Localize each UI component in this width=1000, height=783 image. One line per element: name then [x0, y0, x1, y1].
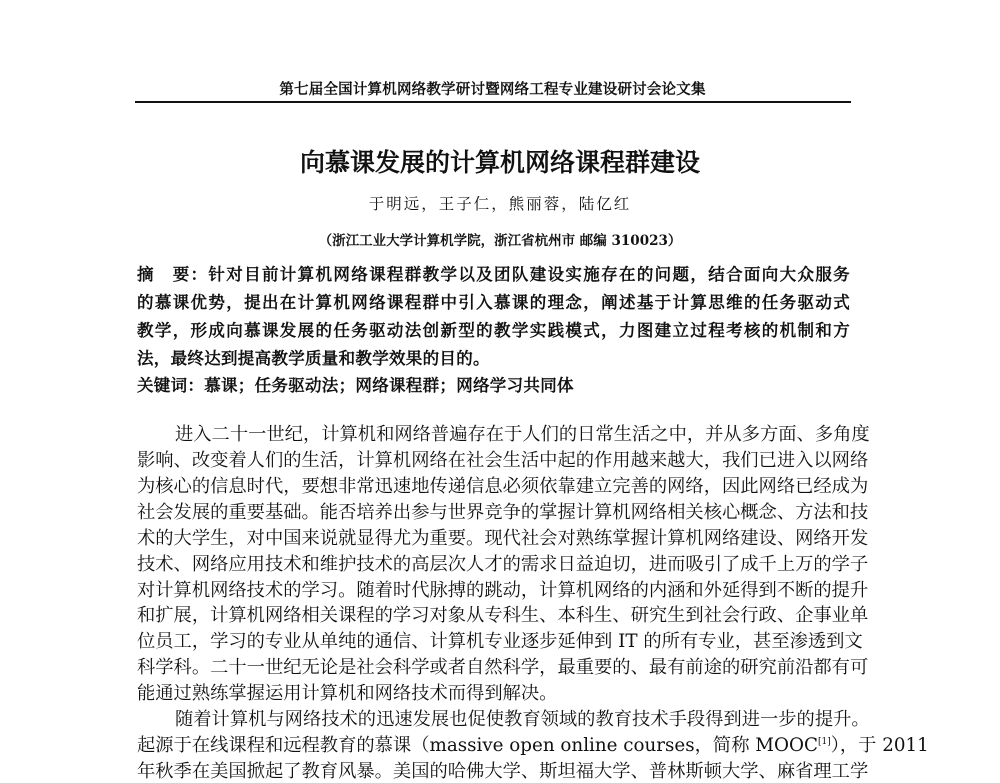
- body-line: 科学科。二十一世纪无论是社会科学或者自然科学，最重要的、最有前途的研究前沿都有可: [137, 657, 869, 678]
- authors: 于明远，王子仁，熊丽蓉，陆亿红: [368, 195, 632, 213]
- body-line: 进入二十一世纪，计算机和网络普遍存在于人们的日常生活之中，并从多方面、多角度: [175, 424, 870, 445]
- body-line: 为核心的信息时代，要想非常迅速地传递信息必须依靠建立完善的网络，因此网络已经成为: [137, 476, 869, 497]
- body-line: 对计算机网络技术的学习。随着时代脉搏的跳动，计算机网络的内涵和外延得到不断的提升: [137, 580, 869, 601]
- abstract-line: 法，最终达到提高教学质量和教学效果的目的。: [137, 349, 490, 368]
- abstract-line: 教学，形成向慕课发展的任务驱动法创新型的教学实践模式，力图建立过程考核的机制和方: [137, 321, 850, 340]
- keywords-text: 慕课；任务驱动法；网络课程群；网络学习共同体: [204, 376, 574, 395]
- abstract-line: 的慕课优势，提出在计算机网络课程群中引入慕课的理念，阐述基于计算思维的任务驱动式: [137, 293, 850, 312]
- body-line: 位员工，学习的专业从单纯的通信、计算机专业逐步延伸到 IT 的所有专业，甚至渗透到文: [137, 631, 863, 652]
- body-line: 和扩展，计算机网络相关课程的学习对象从专科生、本科生、研究生到社会行政、企事业单: [137, 605, 869, 626]
- header-rule: [135, 101, 851, 103]
- abstract-line: [137, 261, 850, 285]
- body-line: [137, 731, 929, 757]
- body-line: 能通过熟练掌握运用计算机和网络技术而得到解决。: [137, 683, 558, 704]
- paper-title: 向慕课发展的计算机网络课程群建设: [299, 148, 700, 177]
- abstract-text: 针对目前计算机网络课程群教学以及团队建设实施存在的问题，结合面向大众服务: [208, 265, 850, 284]
- body-line: 影响、改变着人们的生活，计算机网络在社会生活中起的作用越来越大，我们已进入以网络: [137, 450, 869, 471]
- body-line: 术的大学生，对中国来说就显得尤为重要。现代社会对熟练掌握计算机网络建设、网络开发: [137, 528, 869, 549]
- keywords-line: [137, 372, 850, 396]
- body-line: 社会发展的重要基础。能否培养出参与世界竞争的掌握计算机网络相关核心概念、方法和技: [137, 502, 869, 523]
- body-line: 随着计算机与网络技术的迅速发展也促使教育领域的教育技术手段得到进一步的提升。: [175, 709, 870, 730]
- affiliation: （浙江工业大学计算机学院，浙江省杭州市 邮编 310023）: [318, 233, 682, 249]
- running-header: 第七届全国计算机网络教学研讨暨网络工程专业建设研讨会论文集: [279, 82, 706, 98]
- body-line: 技术、网络应用技术和维护技术的高层次人才的需求日益迫切，进而吸引了成千上万的学子: [137, 554, 869, 575]
- keywords-label: 关键词：: [137, 376, 205, 395]
- abstract-label: 摘 要：: [137, 265, 209, 284]
- body-text: ），于 2011: [830, 735, 929, 756]
- citation-ref: [1]: [817, 736, 831, 747]
- body-text: 起源于在线课程和远程教育的慕课（massive open online courses，简称 MOOC: [137, 735, 818, 756]
- body-line: 年秋季在美国掀起了教育风暴。美国的哈佛大学、斯坦福大学、普林斯顿大学、麻省理工学: [137, 761, 869, 782]
